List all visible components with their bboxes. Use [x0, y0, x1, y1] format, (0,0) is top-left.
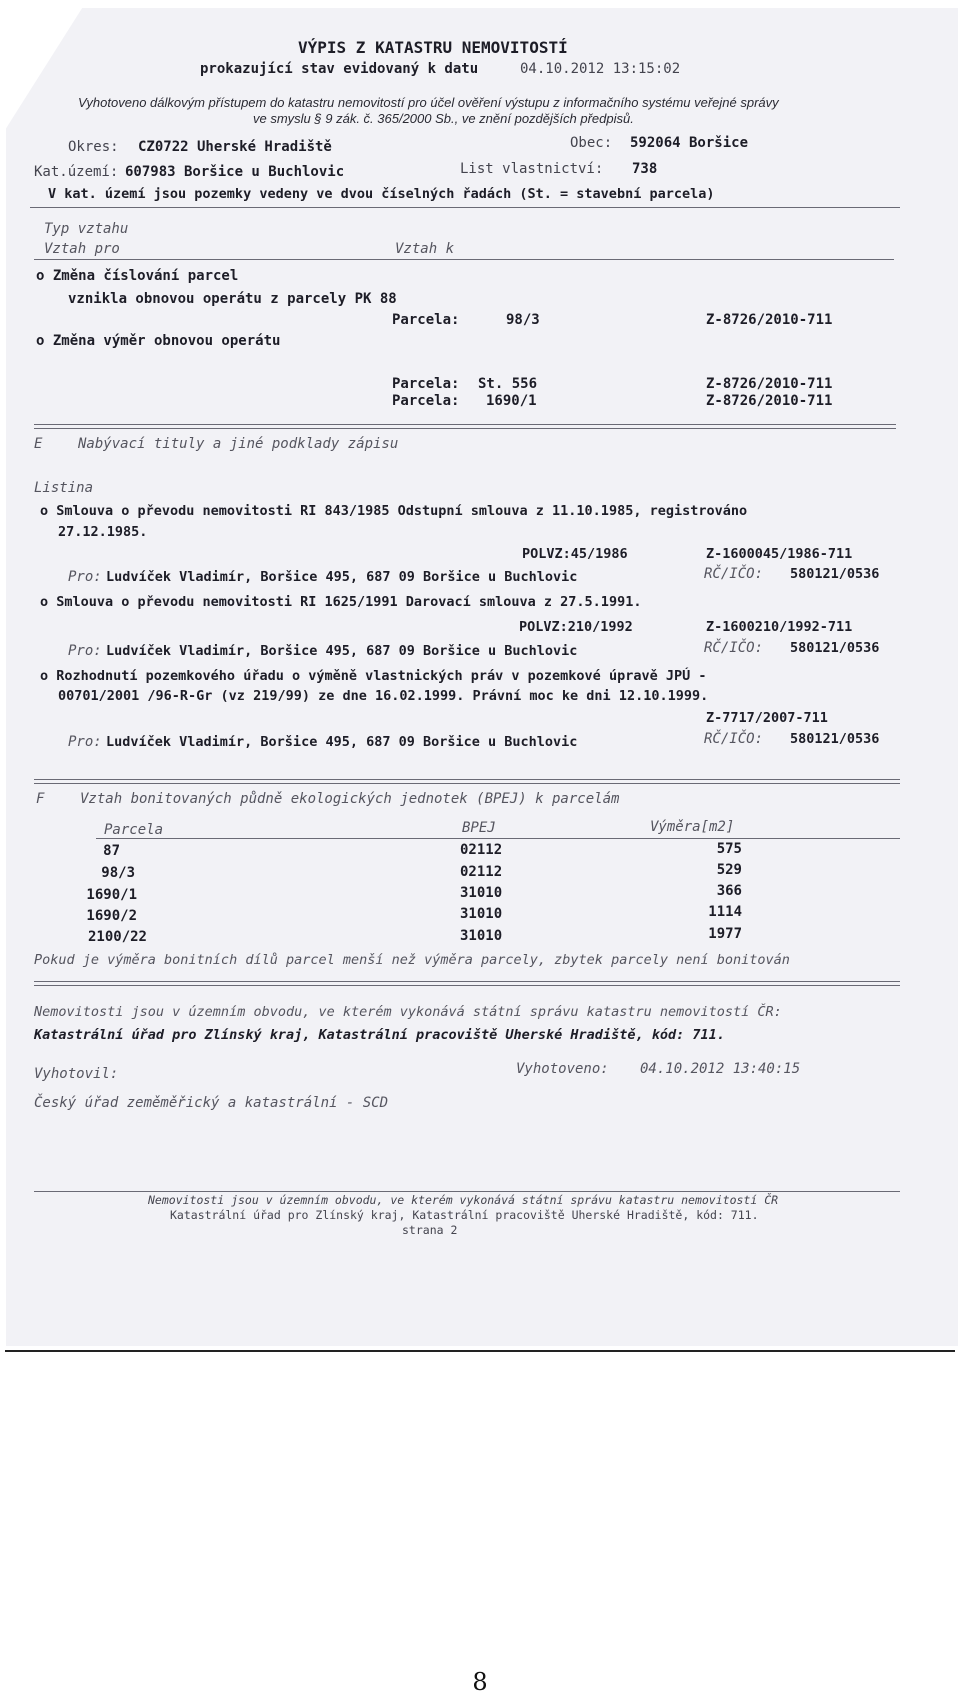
divider	[34, 779, 900, 780]
issuing-office: Český úřad zeměměřický a katastrální - SCD	[34, 1095, 389, 1111]
rc-ico-value: 580121/0536	[790, 566, 880, 582]
owner-name: Ludvíček Vladimír, Boršice 495, 687 09 Boršice u Buchlovic	[106, 569, 578, 585]
rc-ico-label: RČ/IČO:	[704, 731, 764, 747]
polvz-number: POLVZ:45/1986	[522, 546, 628, 562]
rows-note: V kat. území jsou pozemky vedeny ve dvou číselných řadách (St. = stavební parcela)	[48, 186, 715, 202]
parcel-cell: 87	[103, 843, 120, 859]
reference-number: Z-1600045/1986-711	[706, 546, 853, 562]
parcel-value: 98/3	[506, 312, 540, 328]
column-parcela: Parcela	[104, 822, 164, 838]
divider	[30, 207, 900, 208]
bpej-cell: 02112	[460, 842, 503, 858]
footer-note-1: Nemovitosti jsou v územním obvodu, ve kterém vykonává státní správu katastru nemovitostí ČR	[148, 1193, 779, 1207]
cadastral-office: Katastrální úřad pro Zlínský kraj, Katastrální pracoviště Uherské Hradiště, kód: 711.	[34, 1027, 725, 1043]
vyhotovil-label: Vyhotovil:	[34, 1066, 119, 1082]
area-change-item: o Změna výměr obnovou operátu	[36, 333, 281, 349]
divider	[34, 424, 896, 425]
katuzemi-label: Kat.území:	[34, 164, 119, 180]
katuzemi-value: 607983 Boršice u Buchlovic	[125, 164, 345, 180]
rc-ico-label: RČ/IČO:	[704, 566, 764, 582]
divider	[34, 1191, 900, 1192]
divider	[34, 981, 900, 982]
typ-vztahu-label: Typ vztahu	[44, 221, 129, 237]
document-1-line-2: 27.12.1985.	[58, 524, 148, 540]
section-f-letter: F	[36, 791, 45, 807]
document-1-line-1: o Smlouva o převodu nemovitosti RI 843/1985 Odstupní smlouva z 11.10.1985, registrováno	[40, 503, 748, 519]
column-bpej: BPEJ	[462, 820, 496, 836]
vztah-pro-label: Vztah pro	[44, 241, 120, 257]
parcel-value: 1690/1	[486, 393, 537, 409]
pro-label: Pro:	[68, 734, 102, 750]
obec-value: 592064 Boršice	[630, 135, 749, 151]
remote-access-note-2: ve smyslu § 9 zák. č. 365/2000 Sb., ve znění pozdějších předpisů.	[253, 111, 634, 126]
remote-access-note-1: Vyhotoveno dálkovým přístupem do katastru nemovitostí pro účel ověření výstupu z informačního systému veřejné správy	[78, 95, 779, 110]
pro-label: Pro:	[68, 569, 102, 585]
pro-label: Pro:	[68, 643, 102, 659]
divider	[34, 259, 894, 260]
subtitle-date: 04.10.2012 13:15:02	[520, 61, 681, 77]
parcel-cell: 2100/22	[87, 929, 147, 945]
bpej-cell: 31010	[460, 928, 503, 944]
parcel-label: Parcela:	[392, 376, 460, 392]
bpej-cell: 31010	[460, 906, 503, 922]
document-2-line-1: o Smlouva o převodu nemovitosti RI 1625/1991 Darovací smlouva z 27.5.1991.	[40, 594, 642, 610]
parcel-cell: 98/3	[101, 865, 135, 881]
page-edge	[5, 1350, 955, 1352]
document-title: VÝPIS Z KATASTRU NEMOVITOSTÍ	[298, 38, 568, 57]
page-label: strana 2	[402, 1223, 458, 1237]
bpej-cell: 31010	[460, 885, 503, 901]
territory-note: Nemovitosti jsou v územním obvodu, ve kterém vykonává státní správu katastru nemovitostí ČR:	[34, 1004, 782, 1020]
page-number: 8	[472, 1668, 488, 1696]
polvz-number: POLVZ:210/1992	[519, 619, 633, 635]
bpej-cell: 02112	[460, 864, 503, 880]
footer-note-2: Katastrální úřad pro Zlínský kraj, Katastrální pracoviště Uherské Hradiště, kód: 711.	[170, 1208, 759, 1222]
area-cell: 366	[716, 883, 742, 899]
listina-label: Listina	[34, 480, 94, 496]
reference-number: Z-1600210/1992-711	[706, 619, 853, 635]
reference-number: Z-7717/2007-711	[706, 710, 828, 726]
change-numbering-item: o Změna číslování parcel	[36, 268, 239, 284]
parcel-label: Parcela:	[392, 393, 460, 409]
area-cell: 1114	[708, 904, 742, 920]
obec-label: Obec:	[570, 135, 613, 151]
rc-ico-value: 580121/0536	[790, 731, 880, 747]
divider	[96, 838, 900, 839]
area-cell: 529	[716, 862, 742, 878]
okres-label: Okres:	[68, 139, 119, 155]
subtitle-label: prokazující stav evidovaný k datu	[200, 61, 479, 77]
parcel-value: St. 556	[478, 376, 538, 392]
area-cell: 1977	[708, 926, 742, 942]
owner-name: Ludvíček Vladimír, Boršice 495, 687 09 Boršice u Buchlovic	[106, 734, 578, 750]
vyhotoveno-label: Vyhotoveno:	[516, 1061, 609, 1077]
rc-ico-label: RČ/IČO:	[704, 640, 764, 656]
document-3-line-2: 00701/2001 /96-R-Gr (vz 219/99) ze dne 16.02.1999. Právní moc ke dni 12.10.1999.	[58, 688, 709, 704]
okres-value: CZ0722 Uherské Hradiště	[138, 139, 332, 155]
document-3-line-1: o Rozhodnutí pozemkového úřadu o výměně vlastnických práv v pozemkové úpravě JPÚ -	[40, 668, 707, 684]
bonitation-note: Pokud je výměra bonitních dílů parcel menší než výměra parcely, zbytek parcely není bonitován	[34, 952, 790, 968]
column-vymera: Výměra[m2]	[650, 819, 735, 835]
rc-ico-value: 580121/0536	[790, 640, 880, 656]
section-e-heading: Nabývací tituly a jiné podklady zápisu	[78, 436, 399, 452]
divider	[34, 428, 896, 429]
owner-name: Ludvíček Vladimír, Boršice 495, 687 09 Boršice u Buchlovic	[106, 643, 578, 659]
section-f-heading: Vztah bonitovaných půdně ekologických jednotek (BPEJ) k parcelám	[80, 791, 620, 807]
lv-label: List vlastnictví:	[460, 161, 604, 177]
area-cell: 575	[716, 841, 742, 857]
parcel-label: Parcela:	[392, 312, 460, 328]
lv-value: 738	[632, 161, 658, 177]
reference-number: Z-8726/2010-711	[706, 393, 833, 409]
reference-number: Z-8726/2010-711	[706, 312, 833, 328]
divider	[34, 783, 900, 784]
vztah-k-label: Vztah k	[395, 241, 455, 257]
parcel-cell: 1690/2	[86, 908, 137, 924]
vyhotoveno-value: 04.10.2012 13:40:15	[640, 1061, 801, 1077]
section-e-letter: E	[34, 436, 43, 452]
divider	[34, 985, 900, 986]
reference-number: Z-8726/2010-711	[706, 376, 833, 392]
parcel-cell: 1690/1	[86, 887, 137, 903]
change-numbering-origin: vznikla obnovou operátu z parcely PK 88	[68, 291, 397, 307]
